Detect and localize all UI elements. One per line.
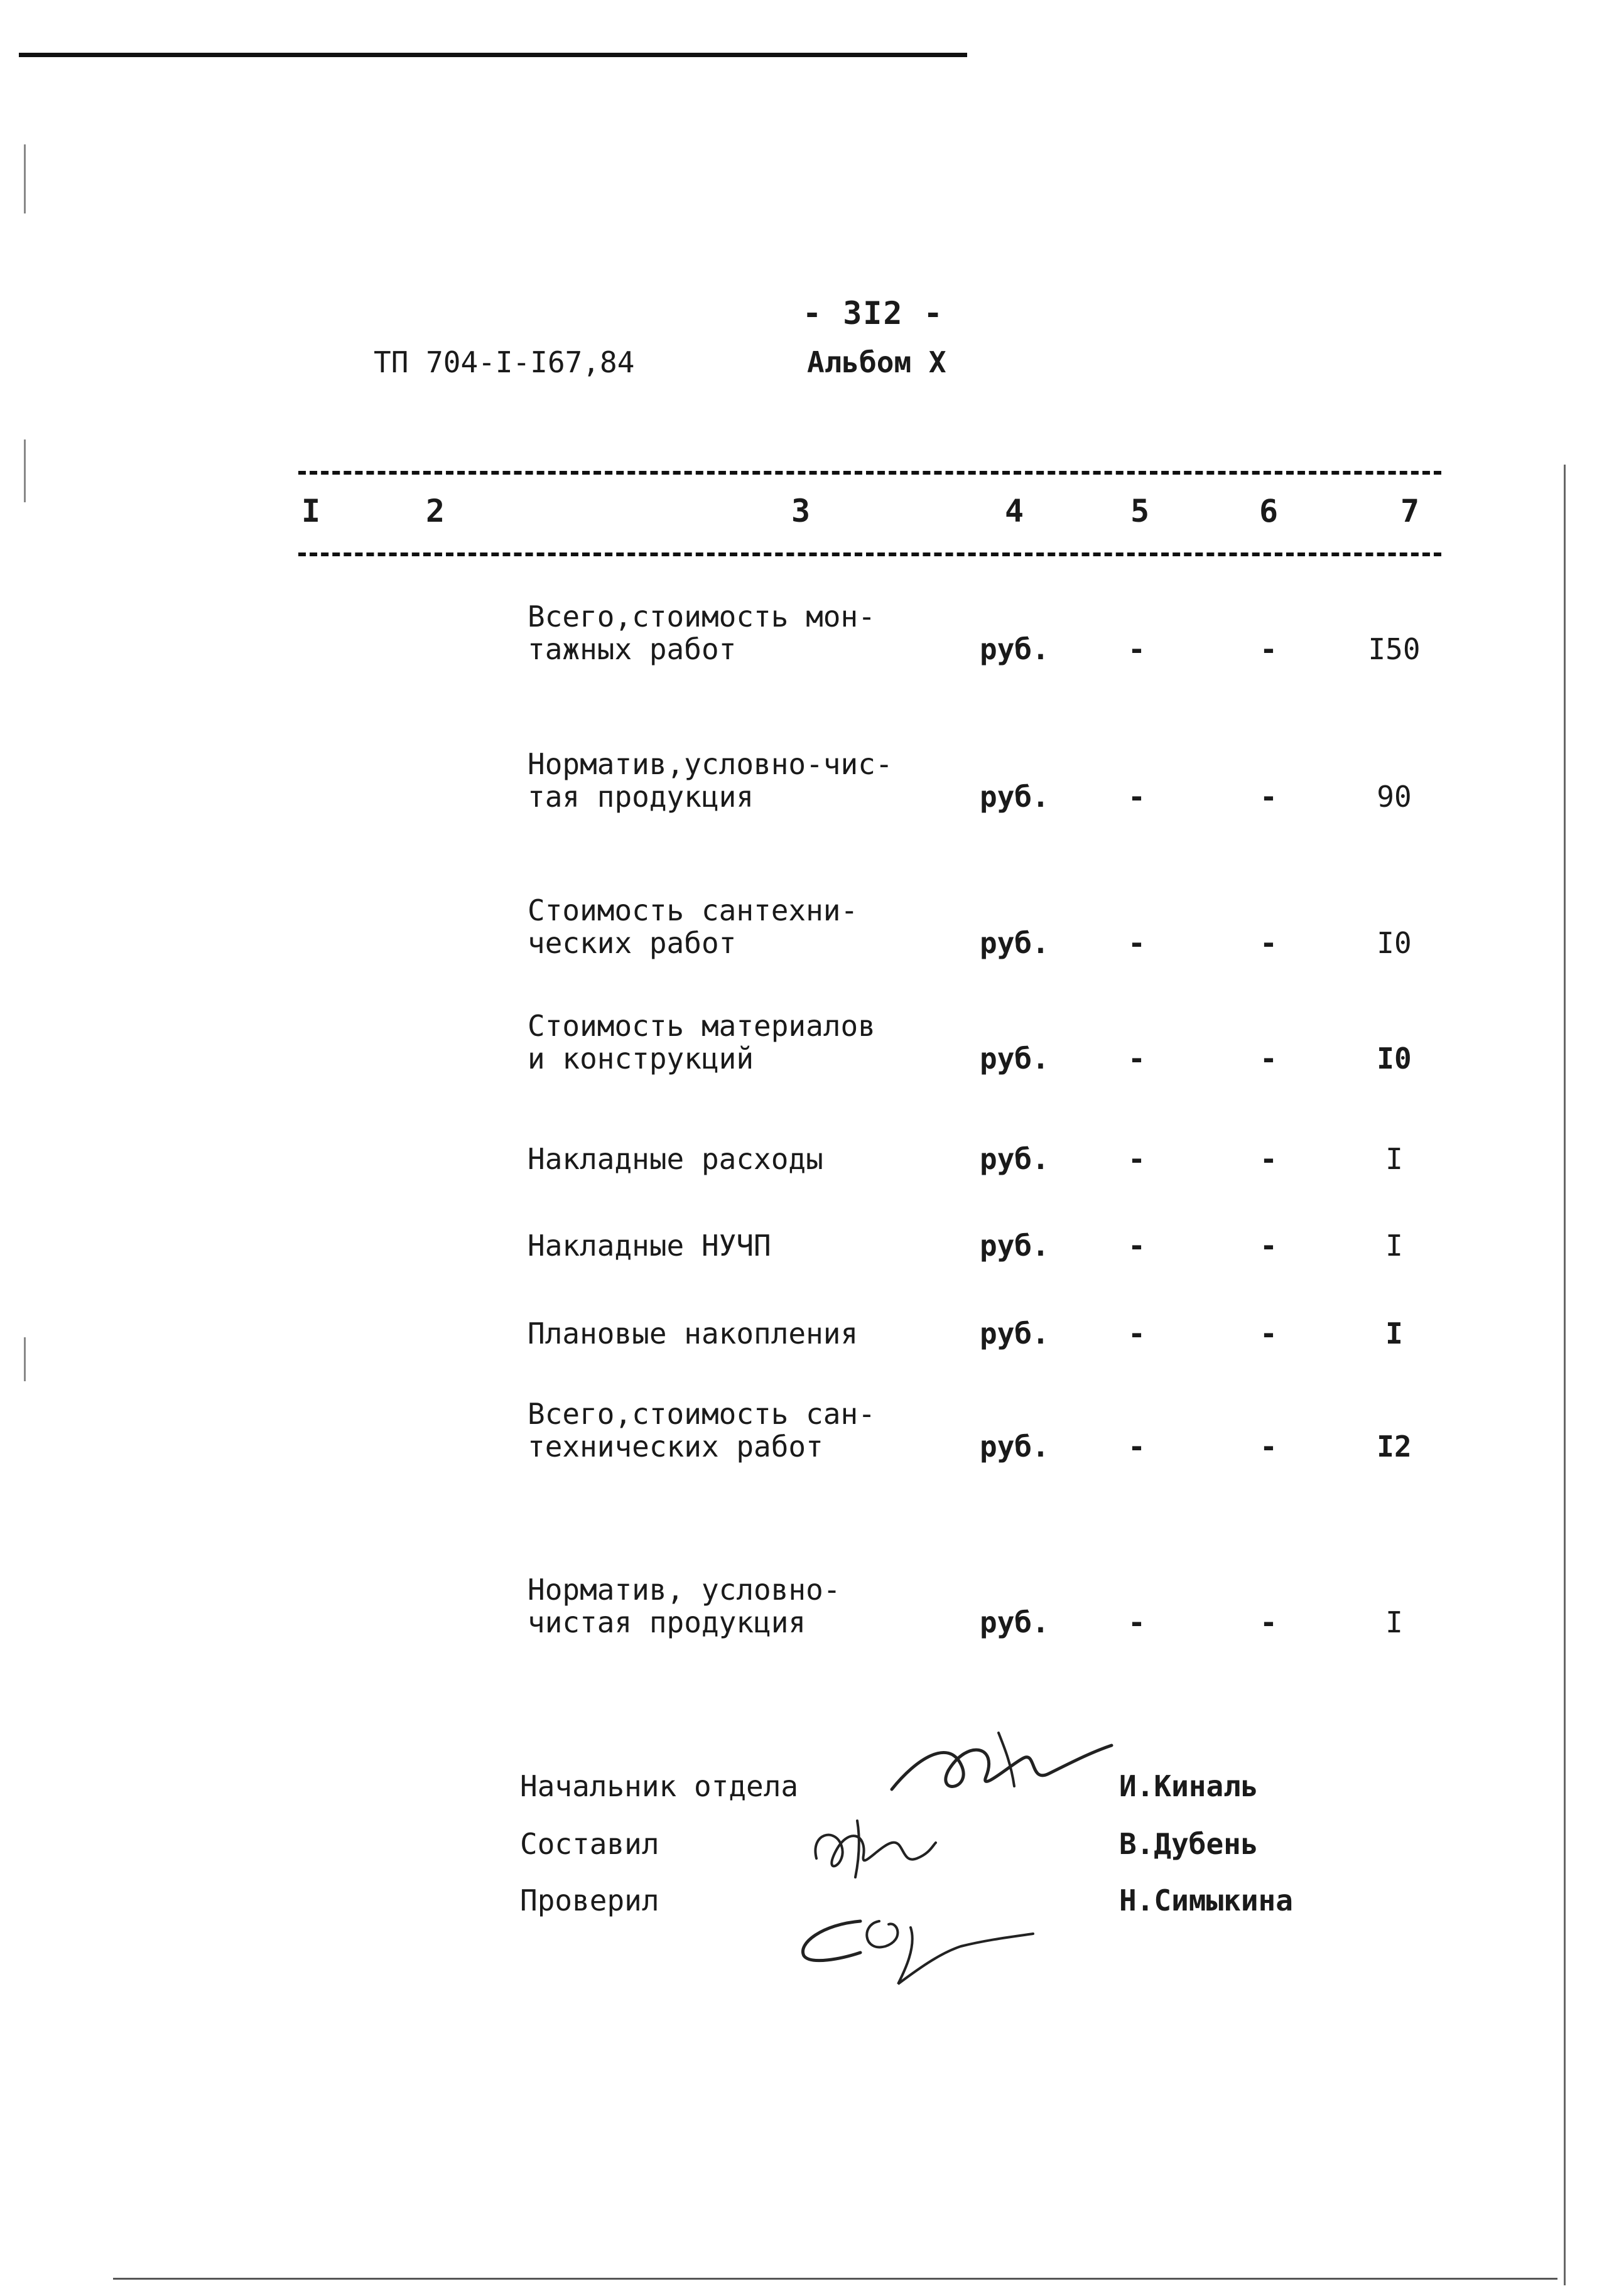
row-description: Накладные расходы: [528, 1142, 823, 1176]
row-col6: -: [1260, 632, 1277, 666]
row-unit: руб.: [980, 1229, 1049, 1263]
row-col5: -: [1128, 1605, 1146, 1639]
row-col6: -: [1260, 926, 1277, 960]
column-header-6: 6: [1259, 493, 1279, 529]
table-row: [0, 1100, 1614, 1175]
row-unit: руб.: [980, 632, 1049, 666]
left-margin-mark: [24, 439, 26, 502]
row-col5: -: [1128, 1430, 1146, 1463]
row-description: Норматив, условно- чистая продукция: [528, 1573, 841, 1639]
table-row: [0, 590, 1614, 666]
row-description: Стоимость материалов и конструкций: [528, 1009, 875, 1075]
table-row: [0, 884, 1614, 959]
table-top-dashed-rule: [298, 471, 1441, 475]
column-header-7: 7: [1400, 493, 1420, 529]
bottom-rule: [113, 2278, 1557, 2280]
column-header-1: I: [301, 493, 321, 529]
table-row: [0, 738, 1614, 813]
row-col7: I: [1385, 1605, 1403, 1639]
row-col7: I50: [1368, 632, 1421, 666]
table-row: [0, 1275, 1614, 1350]
row-col5: -: [1128, 780, 1146, 814]
row-col7: I0: [1377, 926, 1412, 960]
row-description: Всего,стоимость сан- технических работ: [528, 1397, 875, 1463]
handwritten-signature: [798, 1808, 942, 1890]
row-col6: -: [1260, 1042, 1277, 1075]
row-description: Плановые накопления: [528, 1317, 858, 1350]
signer-role: Составил: [520, 1827, 659, 1861]
row-col6: -: [1260, 1229, 1277, 1263]
column-header-3: 3: [791, 493, 811, 529]
row-unit: руб.: [980, 926, 1049, 960]
signer-role: Проверил: [520, 1884, 659, 1917]
column-header-2: 2: [425, 493, 445, 529]
row-unit: руб.: [980, 1605, 1049, 1639]
document-code: ТП 704-I-I67,84: [374, 345, 635, 379]
row-col6: -: [1260, 1430, 1277, 1463]
row-col5: -: [1128, 632, 1146, 666]
row-col5: -: [1128, 926, 1146, 960]
row-description: Всего,стоимость мон- тажных работ: [528, 600, 875, 666]
row-unit: руб.: [980, 780, 1049, 814]
row-col6: -: [1260, 1317, 1277, 1350]
signer-name: И.Киналь: [1119, 1769, 1259, 1803]
row-description: Норматив,условно-чис- тая продукция: [528, 747, 893, 814]
row-unit: руб.: [980, 1142, 1049, 1176]
row-unit: руб.: [980, 1430, 1049, 1463]
row-description: Накладные НУЧП: [528, 1229, 771, 1263]
row-col5: -: [1128, 1317, 1146, 1350]
row-col7: I: [1385, 1142, 1403, 1176]
signer-name: В.Дубень: [1119, 1827, 1259, 1861]
row-col5: -: [1128, 1142, 1146, 1176]
table-row: [0, 1000, 1614, 1075]
row-description: Стоимость сантехни- ческих работ: [528, 893, 858, 960]
left-margin-mark: [24, 144, 26, 213]
row-col6: -: [1260, 780, 1277, 814]
table-row: [0, 1388, 1614, 1463]
column-header-5: 5: [1130, 493, 1150, 529]
row-col7: I2: [1377, 1430, 1412, 1463]
table-header-dashed-rule: [298, 552, 1441, 556]
top-rule: [19, 53, 967, 57]
page-number: - 3I2 -: [803, 295, 944, 331]
row-col5: -: [1128, 1229, 1146, 1263]
row-col7: I: [1385, 1317, 1403, 1350]
signer-role: Начальник отдела: [520, 1769, 799, 1803]
row-unit: руб.: [980, 1042, 1049, 1075]
table-row: [0, 1187, 1614, 1262]
handwritten-signature: [785, 1896, 1036, 1997]
handwritten-signature: [879, 1714, 1118, 1814]
row-col6: -: [1260, 1605, 1277, 1639]
row-col7: I0: [1377, 1042, 1412, 1075]
row-col5: -: [1128, 1042, 1146, 1075]
column-header-4: 4: [1004, 493, 1024, 529]
row-unit: руб.: [980, 1317, 1049, 1350]
table-row: [0, 1563, 1614, 1639]
row-col7: 90: [1377, 780, 1412, 814]
row-col7: I: [1385, 1229, 1403, 1263]
row-col6: -: [1260, 1142, 1277, 1176]
album-label: Альбом X: [807, 345, 946, 379]
signer-name: Н.Симыкина: [1119, 1884, 1293, 1917]
